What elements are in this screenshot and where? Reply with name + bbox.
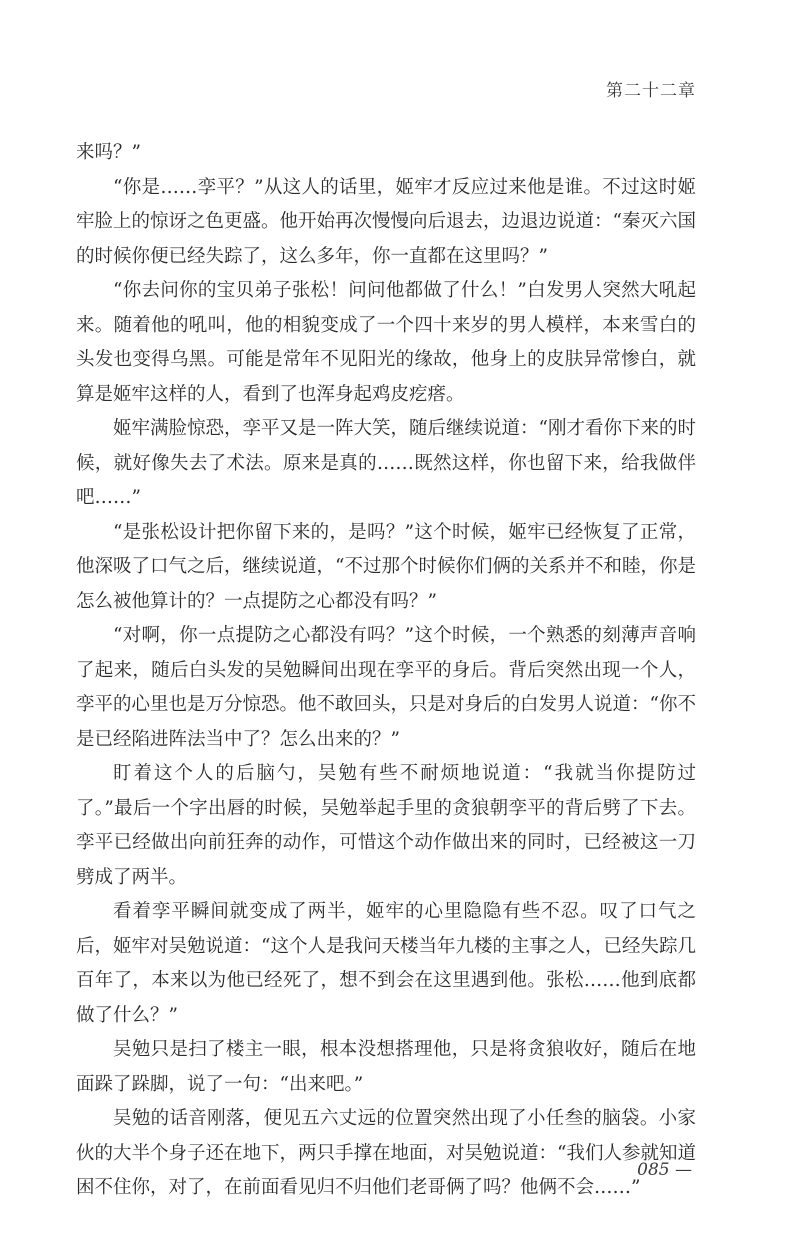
paragraph: 姬牢满脸惊恐，孪平又是一阵大笑，随后继续说道：“刚才看你下来的时候，就好像失去了术法。原来是真的……既然这样，你也留下来，给我做伴吧……” <box>76 418 696 508</box>
paragraph: “是张松设计把你留下来的，是吗？”这个时候，姬牢已经恢复了正常，他深吸了口气之后，继续说道，“不过那个时候你们俩的关系并不和睦，你是怎么被他算计的？一点提防之心都没有吗？” <box>76 521 696 612</box>
paragraph: “你去问你的宝贝弟子张松！问问他都做了什么！”白发男人突然大吼起来。随着他的吼叫，他的相貌变成了一个四十来岁的男人模样，本来雪白的头发也变得乌黑。可能是常年不见阳光的缘故，他身上的皮肤异常惨白，就算是姬牢这样的人，看到了也浑身起鸡皮疙瘩。 <box>76 280 696 405</box>
paragraph: “你是……孪平？”从这人的话里，姬牢才反应过来他是谁。不过这时姬牢脸上的惊讶之色更盛。他开始再次慢慢向后退去，边退边说道：“秦灭六国的时候你便已经失踪了，这么多年，你一直都在这里吗？” <box>76 176 696 267</box>
paragraph: 吴勉的话音刚落，便见五六丈远的位置突然出现了小任叁的脑袋。小家伙的大半个身子还在地下，两只手撑在地面，对吴勉说道：“我们人参就知道困不住你，对了，在前面看见归不归他们老哥俩了吗？他俩不会……” <box>76 1108 696 1198</box>
paragraph: 看着孪平瞬间就变成了两半，姬牢的心里隐隐有些不忍。叹了口气之后，姬牢对吴勉说道：“这个人是我问天楼当年九楼的主事之人，已经失踪几百年了，本来以为他已经死了，想不到会在这里遇到他。张松……他到底都做了什么？” <box>76 901 696 1026</box>
paragraph: “对啊，你一点提防之心都没有吗？”这个时候，一个熟悉的刻薄声音响了起来，随后白头发的吴勉瞬间出现在孪平的身后。背后突然出现一个人，孪平的心里也是万分惊恐。他不敢回头，只是对身后的白发男人说道：“你不是已经陷进阵法当中了？怎么出来的？” <box>76 625 696 750</box>
page-number: 085 — <box>637 1160 692 1180</box>
chapter-header: 第二十二章 <box>606 81 696 101</box>
paragraph-continuation: 来吗？” <box>76 142 141 163</box>
body-text <box>76 136 696 1206</box>
paragraph: 吴勉只是扫了楼主一眼，根本没想搭理他，只是将贪狼收好，随后在地面跺了跺脚，说了一句：“出来吧。” <box>76 1039 696 1095</box>
paragraph: 盯着这个人的后脑勺，吴勉有些不耐烦地说道：“我就当你提防过了。”最后一个字出唇的时候，吴勉举起手里的贪狼朝孪平的背后劈了下去。孪平已经做出向前狂奔的动作，可惜这个动作做出来的同时，已经被这一刀劈成了两半。 <box>76 763 696 888</box>
